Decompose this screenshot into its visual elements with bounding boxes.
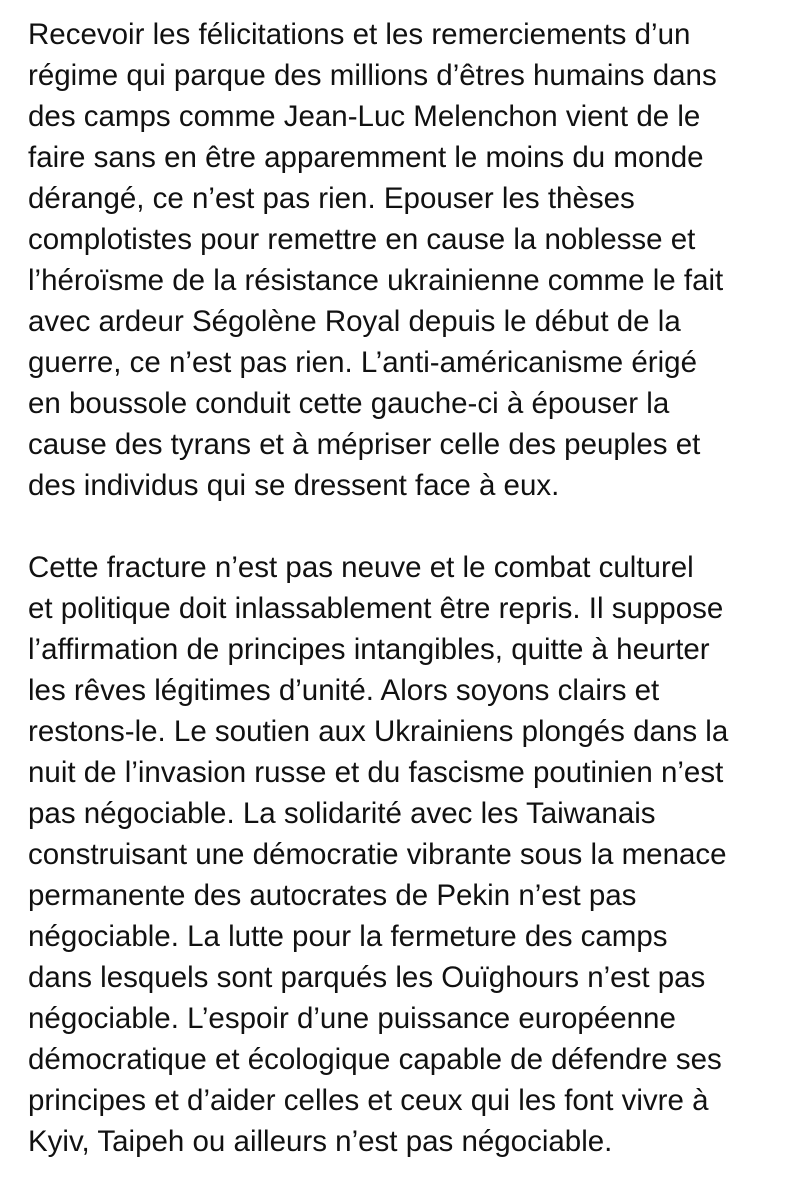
- text-line: l’affirmation de principes intangibles, quitte à heurter: [28, 633, 710, 666]
- text-line: cause des tyrans et à mépriser celle des peuples et: [28, 428, 701, 461]
- text-line: négociable. L’espoir d’une puissance européenne: [28, 1002, 676, 1035]
- text-line: guerre, ce n’est pas rien. L’anti-américanisme érigé: [28, 346, 697, 379]
- text-line: dérangé, ce n’est pas rien. Epouser les thèses: [28, 182, 635, 215]
- text-line: Kyiv, Taipeh ou ailleurs n’est pas négociable.: [28, 1125, 613, 1158]
- text-line: principes et d’aider celles et ceux qui les font vivre à: [28, 1084, 709, 1117]
- text-line: avec ardeur Ségolène Royal depuis le début de la: [28, 305, 681, 338]
- text-line: les rêves légitimes d’unité. Alors soyons clairs et: [28, 674, 660, 707]
- text-line: restons-le. Le soutien aux Ukrainiens plongés dans la: [28, 715, 729, 748]
- text-line: des camps comme Jean-Luc Melenchon vient de le: [28, 100, 701, 133]
- paragraph-2: [28, 547, 796, 1162]
- text-line: démocratique et écologique capable de défendre ses: [28, 1043, 722, 1076]
- text-line: construisant une démocratie vibrante sous la menace: [28, 838, 727, 871]
- text-line: régime qui parque des millions d’êtres humains dans: [28, 59, 717, 92]
- text-line: pas négociable. La solidarité avec les Taiwanais: [28, 797, 656, 830]
- text-line: des individus qui se dressent face à eux.: [28, 469, 560, 502]
- text-line: négociable. La lutte pour la fermeture des camps: [28, 920, 668, 953]
- text-line: dans lesquels sont parqués les Ouïghours n’est pas: [28, 961, 706, 994]
- text-line: Cette fracture n’est pas neuve et le combat culturel: [28, 551, 694, 584]
- text-line: permanente des autocrates de Pekin n’est pas: [28, 879, 637, 912]
- text-line: nuit de l’invasion russe et du fascisme poutinien n’est: [28, 756, 724, 789]
- paragraph-1: [28, 14, 796, 506]
- text-line: complotistes pour remettre en cause la noblesse et: [28, 223, 696, 256]
- text-line: en boussole conduit cette gauche-ci à épouser la: [28, 387, 670, 420]
- text-line: faire sans en être apparemment le moins du monde: [28, 141, 704, 174]
- text-line: l’héroïsme de la résistance ukrainienne comme le fait: [28, 264, 724, 297]
- text-line: et politique doit inlassablement être repris. Il suppose: [28, 592, 724, 625]
- text-line: Recevoir les félicitations et les remerciements d’un: [28, 18, 691, 51]
